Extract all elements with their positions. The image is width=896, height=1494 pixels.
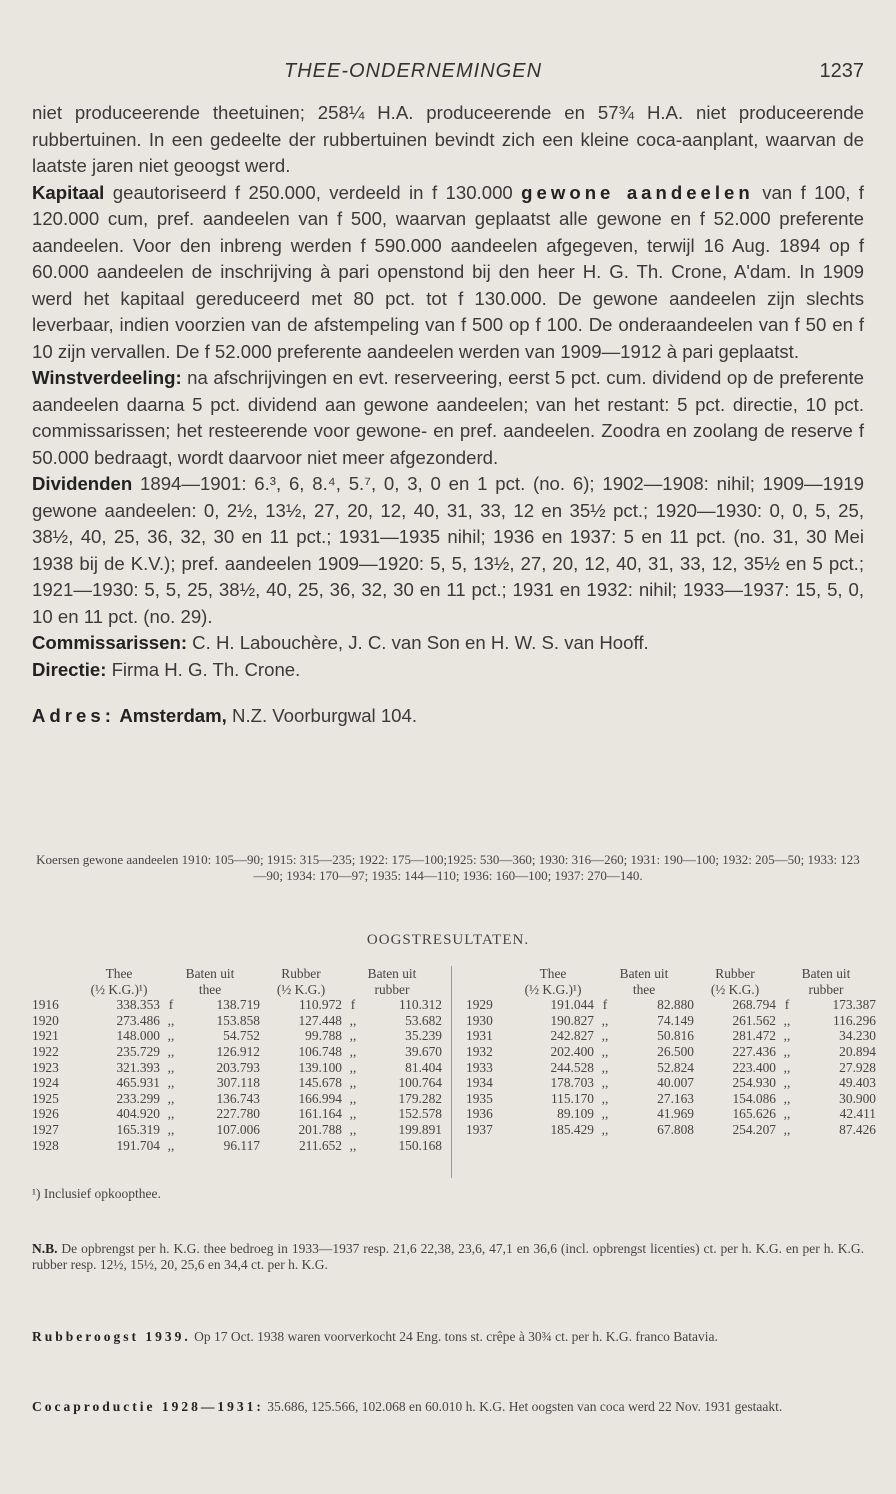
cell-rubber: 261.562 <box>732 1012 776 1028</box>
cell-rubber: 106.748 <box>298 1043 342 1059</box>
koersen-text: Koersen gewone aandeelen 1910: 105—90; 1915: 315—235; 1922: 175—100;1925: 530—360; 1930: 316—260; 1931: 190—100; 1932: 205—50; 1933: 123—90; 1934: 170—97; 1935: 144—110; 1936: 160—100; 1937: 270—140. <box>36 852 860 883</box>
cell-baten-rubber: 81.404 <box>405 1059 442 1075</box>
commissarissen-text: C. H. Labouchère, J. C. van Son en H. W. S. van Hooff. <box>187 632 649 653</box>
header-baten-rubber: Baten uit <box>367 966 417 981</box>
header-thee-unit: (½ K.G.)¹) <box>90 981 148 997</box>
cell-c2: ,, <box>783 1043 791 1059</box>
cell-c1: f <box>168 997 174 1013</box>
cell-thee: 178.703 <box>550 1075 594 1091</box>
cell-c1: ,, <box>167 1121 175 1137</box>
cell-thee: 191.704 <box>116 1137 160 1153</box>
cell-c2: ,, <box>349 1043 357 1059</box>
cell-year: 1927 <box>32 1121 59 1137</box>
cell-rubber: 165.626 <box>732 1106 776 1122</box>
oogst-table-right <box>466 966 876 1138</box>
note-rubber-text: Op 17 Oct. 1938 waren voorverkocht 24 Eng. tons st. crêpe à 30¾ ct. per h. K.G. franco Batavia. <box>190 1329 718 1344</box>
cell-thee: 404.920 <box>116 1106 160 1122</box>
cell-baten-rubber: 100.764 <box>398 1075 442 1091</box>
cell-baten-rubber: 34.230 <box>839 1028 876 1044</box>
cell-rubber: 254.207 <box>732 1121 776 1137</box>
commissarissen-label: Commissarissen: <box>32 632 188 653</box>
cell-c2: ,, <box>783 1106 791 1122</box>
cell-c2: ,, <box>783 1028 791 1044</box>
header-rubber-unit: (½ K.G.) <box>710 981 760 997</box>
page-number: 1237 <box>819 60 864 82</box>
header-rubber-unit: (½ K.G.) <box>276 981 326 997</box>
cell-baten-thee: 41.969 <box>657 1106 694 1122</box>
cell-c2: ,, <box>349 1090 357 1106</box>
cell-baten-thee: 67.808 <box>657 1121 694 1137</box>
kapitaal-spaced: gewone aandeelen <box>521 181 754 203</box>
table-row <box>466 997 876 1013</box>
year-header <box>32 982 78 998</box>
table-header-row <box>32 982 442 998</box>
dividenden-label: Dividenden <box>32 473 133 494</box>
cell-c2: ,, <box>783 1090 791 1106</box>
table-row <box>466 1122 876 1138</box>
table-row <box>32 1013 442 1029</box>
cell-baten-rubber: 35.239 <box>405 1028 442 1044</box>
header-baten-thee-unit: thee <box>632 981 656 997</box>
cell-year: 1924 <box>32 1075 59 1091</box>
cell-baten-rubber: 179.282 <box>398 1090 442 1106</box>
cell-c1: ,, <box>167 1059 175 1075</box>
cell-baten-thee: 74.149 <box>657 1012 694 1028</box>
cell-rubber: 166.994 <box>298 1090 342 1106</box>
cell-rubber: 139.100 <box>298 1059 342 1075</box>
cell-thee: 190.827 <box>550 1012 594 1028</box>
header-baten-thee: Baten uit <box>619 966 669 981</box>
note-cocaproductie <box>32 1399 864 1415</box>
header-thee-unit: (½ K.G.)¹) <box>524 981 582 997</box>
cell-c1: ,, <box>601 1043 609 1059</box>
cell-baten-thee: 52.824 <box>657 1059 694 1075</box>
table-row <box>32 1028 442 1044</box>
cell-baten-rubber: 27.928 <box>839 1059 876 1075</box>
cell-baten-rubber: 53.682 <box>405 1012 442 1028</box>
header-thee: Thee <box>539 966 567 981</box>
cell-baten-rubber: 173.387 <box>832 997 876 1013</box>
cell-c2: ,, <box>783 1121 791 1137</box>
body-text <box>32 100 864 730</box>
cell-c1: ,, <box>167 1043 175 1059</box>
note-nb <box>32 1241 864 1272</box>
cell-baten-rubber: 49.403 <box>839 1075 876 1091</box>
table-row <box>466 1044 876 1060</box>
cell-thee: 148.000 <box>116 1028 160 1044</box>
note-coca-text: 35.686, 125.566, 102.068 en 60.010 h. K.G. Het oogsten van coca werd 22 Nov. 1931 gestaakt. <box>263 1399 783 1414</box>
cell-rubber: 223.400 <box>732 1059 776 1075</box>
adres-paragraph <box>32 703 864 730</box>
cell-baten-rubber: 39.670 <box>405 1043 442 1059</box>
cell-year: 1931 <box>466 1028 493 1044</box>
kapitaal-label: Kapitaal <box>32 181 105 203</box>
cell-baten-rubber: 20.894 <box>839 1043 876 1059</box>
cell-rubber: 161.164 <box>298 1106 342 1122</box>
header-baten-thee-unit: thee <box>198 981 222 997</box>
header-baten-thee: Baten uit <box>185 966 235 981</box>
cell-baten-thee: 107.006 <box>216 1121 260 1137</box>
cell-c1: ,, <box>601 1075 609 1091</box>
cell-c1: ,, <box>601 1059 609 1075</box>
winst-label: Winstverdeeling: <box>32 367 182 388</box>
table-row <box>32 1106 442 1122</box>
table-row <box>466 1028 876 1044</box>
note-nb-label: N.B. <box>32 1241 58 1256</box>
cell-rubber: 281.472 <box>732 1028 776 1044</box>
cell-baten-thee: 27.163 <box>657 1090 694 1106</box>
cell-year: 1922 <box>32 1043 59 1059</box>
cell-c1: ,, <box>601 1012 609 1028</box>
cell-rubber: 268.794 <box>732 997 776 1013</box>
note-rubber-label: Rubberoogst 1939. <box>32 1329 191 1344</box>
cell-c2: ,, <box>783 1075 791 1091</box>
header-baten-rubber: Baten uit <box>801 966 851 981</box>
cell-c2: ,, <box>349 1121 357 1137</box>
cell-baten-thee: 54.752 <box>223 1028 260 1044</box>
cell-year: 1925 <box>32 1090 59 1106</box>
cell-c1: ,, <box>601 1106 609 1122</box>
directie-text: Firma H. G. Th. Crone. <box>106 658 301 680</box>
table-row <box>32 1044 442 1060</box>
dividenden-text: 1894—1901: 6.³, 6, 8.⁴, 5.⁷, 0, 3, 0 en 1 pct. (no. 6); 1902—1908: nihil; 1909—1919 gewone aandeelen: 0, 2½, 13½, 27, 20, 12, 40, 31, 33, 12 en 35½ pct.; 1920—1930: 0, 0, 5, 25, 38½, 40, 25, 36, 32, 30 en 11 pct.; 1931—1935 nihil; 1936 en 1937: 5 en 11 pct. (no. 31, 30 Mei 1938 bij de K.V.); pref. aandeelen 1909—1920: 5, 5, 13½, 27, 20, 12, 40, 31, 33, 12, 35½ en 5 pct.; 1921—1930: 5, 5, 25, 38½, 40, 25, 36, 32, 30 en 11 pct.; 1931 en 1932: nihil; 1933—1937: 15, 5, 0, 10 en 11 pct. (no. 29). <box>32 473 864 627</box>
cell-rubber: 154.086 <box>732 1090 776 1106</box>
cell-year: 1921 <box>32 1028 59 1044</box>
adres-text: N.Z. Voorburgwal 104. <box>226 705 418 726</box>
cell-c1: ,, <box>167 1137 175 1153</box>
cell-baten-rubber: 42.411 <box>839 1106 876 1122</box>
header-rubber: Rubber <box>281 966 321 981</box>
cell-c2: ,, <box>349 1075 357 1091</box>
cell-baten-rubber: 150.168 <box>398 1137 442 1153</box>
page-header <box>0 60 896 88</box>
header-rubber: Rubber <box>715 966 755 981</box>
cell-c2: ,, <box>349 1012 357 1028</box>
table-row <box>466 1091 876 1107</box>
cell-year: 1935 <box>466 1090 493 1106</box>
cell-c2: f <box>350 997 356 1013</box>
cell-baten-rubber: 152.578 <box>398 1106 442 1122</box>
cell-baten-rubber: 87.426 <box>839 1121 876 1137</box>
cell-year: 1933 <box>466 1059 493 1075</box>
adres-label: Adres: <box>32 705 115 726</box>
directie-paragraph <box>32 657 864 684</box>
cell-rubber: 254.930 <box>732 1075 776 1091</box>
running-title: THEE-ONDERNEMINGEN <box>284 60 543 82</box>
year-header <box>466 966 512 982</box>
cell-year: 1929 <box>466 997 493 1013</box>
cell-baten-rubber: 30.900 <box>839 1090 876 1106</box>
table-row <box>32 1075 442 1091</box>
cell-thee: 273.486 <box>116 1012 160 1028</box>
cell-thee: 465.931 <box>116 1075 160 1091</box>
footnote: ¹) Inclusief opkoopthee. <box>32 1186 161 1201</box>
year-header <box>466 982 512 998</box>
header-thee: Thee <box>105 966 133 981</box>
dividenden-paragraph <box>32 471 864 630</box>
cell-c2: ,, <box>349 1137 357 1153</box>
table-row <box>466 1013 876 1029</box>
cell-baten-thee: 153.858 <box>216 1012 260 1028</box>
cell-thee: 191.044 <box>550 997 594 1013</box>
cell-c2: f <box>784 997 790 1013</box>
table-row <box>466 1106 876 1122</box>
cell-year: 1920 <box>32 1012 59 1028</box>
cell-thee: 115.170 <box>550 1090 594 1106</box>
cell-year: 1934 <box>466 1075 493 1091</box>
cell-rubber: 127.448 <box>298 1012 342 1028</box>
cell-c1: f <box>602 997 608 1013</box>
cell-baten-thee: 96.117 <box>223 1137 260 1153</box>
cell-year: 1937 <box>466 1121 493 1137</box>
cell-c1: ,, <box>167 1090 175 1106</box>
cell-baten-rubber: 110.312 <box>398 997 442 1013</box>
cell-baten-thee: 203.793 <box>216 1059 260 1075</box>
cell-c1: ,, <box>167 1012 175 1028</box>
table-row <box>32 997 442 1013</box>
cell-rubber: 110.972 <box>298 997 342 1013</box>
table-header-row <box>466 982 876 998</box>
commissarissen-paragraph <box>32 630 864 657</box>
table-header-row <box>32 966 442 982</box>
cell-thee: 244.528 <box>550 1059 594 1075</box>
cell-baten-thee: 82.880 <box>657 997 694 1013</box>
cell-baten-thee: 307.118 <box>216 1075 260 1091</box>
table-row <box>32 1138 442 1154</box>
adres-city: Amsterdam, <box>114 705 227 726</box>
cell-c1: ,, <box>601 1121 609 1137</box>
cell-thee: 233.299 <box>116 1090 160 1106</box>
note-nb-text: De opbrengst per h. K.G. thee bedroeg in 1933—1937 resp. 21,6 22,38, 23,6, 47,1 en 36,6 (incl. opbrengst licenties) ct. per h. K.G. en per h. K.G. rubber resp. 12½, 15½, 20, 25,6 en 34,4 ct. per h. K.G. <box>32 1241 864 1272</box>
header-baten-rubber-unit: rubber <box>374 981 410 997</box>
cell-rubber: 227.436 <box>732 1043 776 1059</box>
table-row <box>32 1060 442 1076</box>
cell-c1: ,, <box>601 1090 609 1106</box>
directie-label: Directie: <box>32 658 107 680</box>
oogst-title: OOGSTRESULTATEN. <box>366 932 530 948</box>
cell-baten-thee: 40.007 <box>657 1075 694 1091</box>
cell-baten-thee: 227.780 <box>216 1106 260 1122</box>
cell-baten-thee: 26.500 <box>657 1043 694 1059</box>
cell-year: 1936 <box>466 1106 493 1122</box>
cell-c2: ,, <box>783 1012 791 1028</box>
year-header <box>32 966 78 982</box>
winst-text: na afschrijvingen en evt. reserveering, eerst 5 pct. cum. dividend op de preferente aandeelen daarna 5 pct. dividend aan gewone aandeelen; van het restant: 5 pct. directie, 10 pct. commissarissen; het resteerende voor gewone- en pref. aandeelen. Zoodra en zoolang de reserve f 50.000 bedraagt, wordt daarvoor niet meer afgezonderd. <box>32 367 864 468</box>
cell-c2: ,, <box>349 1028 357 1044</box>
cell-rubber: 201.788 <box>298 1121 342 1137</box>
cell-c1: ,, <box>601 1028 609 1044</box>
kapitaal-paragraph <box>32 180 864 366</box>
cell-thee: 338.353 <box>116 997 160 1013</box>
oogst-table-right-body <box>466 997 876 1137</box>
cell-c1: ,, <box>167 1028 175 1044</box>
table-divider <box>451 966 452 1178</box>
cell-rubber: 145.678 <box>298 1075 342 1091</box>
cell-thee: 242.827 <box>550 1028 594 1044</box>
cell-year: 1923 <box>32 1059 59 1075</box>
table-row <box>32 1091 442 1107</box>
cell-rubber: 211.652 <box>298 1137 342 1153</box>
cell-c1: ,, <box>167 1075 175 1091</box>
cell-baten-thee: 50.816 <box>657 1028 694 1044</box>
cell-thee: 321.393 <box>116 1059 160 1075</box>
cell-baten-rubber: 116.296 <box>832 1012 876 1028</box>
oogst-table-left <box>32 966 442 1153</box>
cell-year: 1930 <box>466 1012 493 1028</box>
cell-c1: ,, <box>167 1106 175 1122</box>
cell-thee: 235.729 <box>116 1043 160 1059</box>
note-rubberoogst <box>32 1329 864 1345</box>
cell-year: 1926 <box>32 1106 59 1122</box>
cell-year: 1932 <box>466 1043 493 1059</box>
kapitaal-text-b: van f 100, f 120.000 cum, pref. aandeelen van f 500, waarvan geplaatst alle gewone en f 52.000 preferente aandeelen. Voor den inbreng werden f 590.000 aandeelen afgegeven, terwijl 16 Aug. 1894 op f 60.000 aandeelen de inschrijving à pari openstond bij den heer H. G. Th. Crone, A'dam. In 1909 werd het kapitaal gereduceerd met 80 pct. tot f 130.000. De gewone aandeelen zijn slechts leverbaar, indien voorzien van de afstempeling van f 500 op f 100. De onderaandeelen van f 50 en f 10 zijn vervallen. De f 52.000 preferente aandeelen werden van 1909—1912 à pari geplaatst. <box>32 181 864 362</box>
cell-c2: ,, <box>349 1106 357 1122</box>
table-row <box>466 1075 876 1091</box>
cell-thee: 165.319 <box>116 1121 160 1137</box>
header-baten-rubber-unit: rubber <box>808 981 844 997</box>
cell-baten-rubber: 199.891 <box>398 1121 442 1137</box>
cell-baten-thee: 138.719 <box>216 997 260 1013</box>
note-coca-label: Cocaproductie 1928—1931: <box>32 1399 264 1414</box>
cell-c2: ,, <box>349 1059 357 1075</box>
oogst-table-left-body <box>32 997 442 1153</box>
cell-rubber: 99.788 <box>305 1028 342 1044</box>
cell-c2: ,, <box>783 1059 791 1075</box>
intro-paragraph: niet produceerende theetuinen; 258¼ H.A. produceerende en 57¾ H.A. niet produceerende rubbertuinen. In een gedeelte der rubbertuinen bevindt zich een kleine coca-aanplant, waarvan de laatste jaren niet geoogst werd. <box>32 102 864 176</box>
table-header-row <box>466 966 876 982</box>
table-row <box>466 1060 876 1076</box>
cell-year: 1916 <box>32 997 59 1013</box>
cell-year: 1928 <box>32 1137 59 1153</box>
kapitaal-text-a: geautoriseerd f 250.000, verdeeld in f 130.000 <box>104 181 522 203</box>
winst-paragraph <box>32 365 864 471</box>
cell-baten-thee: 126.912 <box>216 1043 260 1059</box>
cell-thee: 202.400 <box>550 1043 594 1059</box>
cell-thee: 89.109 <box>557 1106 594 1122</box>
table-row <box>32 1122 442 1138</box>
cell-baten-thee: 136.743 <box>216 1090 260 1106</box>
cell-thee: 185.429 <box>550 1121 594 1137</box>
